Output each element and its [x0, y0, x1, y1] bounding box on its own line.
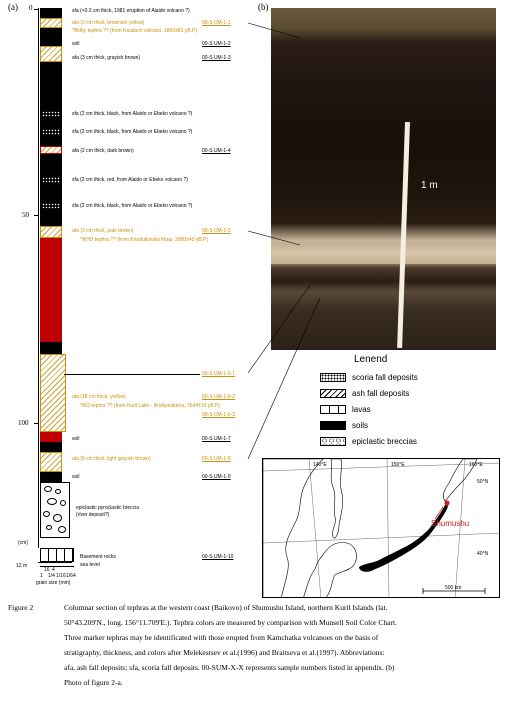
layer-label: Basement rocks	[80, 554, 116, 560]
layer-label: afa (3 cm thick, grayish brown)	[72, 55, 141, 61]
column-segment	[40, 176, 62, 184]
layer-label: (river deposit?)	[76, 512, 110, 518]
grain-tick: 1/4	[48, 573, 55, 579]
layer-label: soil	[72, 41, 80, 47]
legend-item: scoria fall deposits	[352, 373, 418, 382]
legend-item: ash fall deposits	[352, 389, 410, 398]
legend-swatch-soils	[320, 421, 346, 430]
column-segment	[40, 146, 62, 154]
grain-size-label: grain size (mm)	[36, 580, 71, 586]
caption-line: Columnar section of tephras at the western coast (Baikovo) of Shumushu Island, northern Kuril Islands (lat.	[64, 603, 388, 612]
column-segment	[40, 342, 62, 354]
panel-label-a: (a)	[8, 2, 18, 12]
legend-item: soils	[352, 421, 369, 430]
caption-line: stratigraphy, thickness, and colors after Melekestsev et al.(1996) and Braitseva et al.(1997). Abbreviations:	[64, 648, 385, 657]
column-segment	[40, 548, 74, 562]
legend-swatch-breccias	[320, 437, 346, 446]
layer-label: sfa (2 cm thick, red, from Alaido or Ebeko volcano ?)	[72, 177, 188, 183]
column-segment	[40, 238, 62, 342]
grain-tick: 1/16	[56, 573, 66, 579]
depth-tick-50: 50	[22, 211, 29, 219]
column-segment	[40, 210, 62, 226]
sample-number: 00-S UM-1-7	[202, 436, 231, 442]
column-segment	[40, 118, 62, 128]
sample-number: 00-S UM-1-4	[202, 148, 231, 154]
column-segment	[40, 18, 62, 28]
grain-tick: 1	[40, 573, 43, 579]
sample-number: 00-S UM-1-2	[202, 41, 231, 47]
section-photo	[271, 8, 496, 350]
legend-item: epiclastic breccias	[352, 437, 417, 446]
sample-number: 00-S UM-1-6-3	[202, 412, 236, 418]
layer-label: sfa (2 cm thick, black, from Alaido or Ebeko volcano ?)	[72, 111, 193, 117]
panel-label-b: (b)	[258, 2, 269, 12]
layer-label: sea level	[80, 562, 100, 568]
layer-label: afa (18 cm thick, yellow)	[72, 394, 126, 400]
map-graphic	[263, 459, 500, 598]
column-segment	[40, 432, 62, 442]
layer-label: epiclastic pyroclastic breccia	[76, 505, 140, 511]
depth-unit: (cm)	[18, 540, 28, 546]
caption-line: 50°43.209'N., long. 156°11.709'E.). Tephra colors are measured by comparison with Munsell Soil Color Chart.	[64, 618, 397, 627]
layer-label: soil	[72, 474, 80, 480]
site-marker	[444, 500, 449, 505]
column-segment	[40, 226, 62, 238]
caption-line: Photo of figure 2-a.	[64, 678, 123, 687]
grain-tick: 1/64	[66, 573, 76, 579]
column-segment	[40, 154, 62, 176]
column-segment	[40, 128, 62, 136]
caption-line: Three marker tephras may be identificated with those erupted from Kamchatka volcanoes on the basis of	[64, 633, 379, 642]
layer-label: afa (2 cm thick, brownish yellow)	[72, 20, 145, 26]
legend-title: Lenend	[354, 354, 388, 365]
layer-label: afa (2 cm thick, dark brown)	[72, 148, 134, 154]
column-segment	[40, 482, 70, 538]
column-segment	[40, 110, 62, 118]
column-segment	[40, 8, 62, 18]
layer-label: soil	[72, 436, 80, 442]
map-scale-label: 500 km	[445, 585, 462, 591]
map-lon-label: 160°E	[469, 462, 483, 468]
map-lon-label: 150°E	[391, 462, 405, 468]
column-segment	[40, 28, 62, 46]
map-lat-label: 50°N	[477, 479, 489, 485]
caption-line: afa, ash fall deposits; sfa, scoria fall deposits. 00-SUM-X-X represents sample numbers listed in appendix. (b)	[64, 663, 395, 672]
layer-label: ?KHD tephra ?? (from Khodutkinskii Maar, 2800±40 yB.P)	[80, 237, 209, 243]
column-segment	[40, 136, 62, 146]
layer-label: sfa (<0.2 cm thick, 1981 eruption of Alaido volcano ?)	[72, 8, 190, 14]
depth-axis	[38, 8, 39, 548]
sample-number: 00-S UM-1-1	[202, 20, 231, 26]
column-segment	[40, 472, 62, 482]
column-segment	[40, 46, 62, 62]
column-segment	[40, 452, 62, 472]
depth-tick-100: 100	[18, 419, 29, 427]
depth-bottom: 12 m	[16, 563, 28, 569]
sample-number: 00-S UM-1-9	[202, 474, 231, 480]
sample-number: 00-S UM-1-10	[202, 554, 234, 560]
column-segment	[40, 442, 62, 452]
layer-label: sfa (2 cm thick, black, from Alaido or Ebeko volcano ?)	[72, 203, 193, 209]
map-place-label: Shumushu	[431, 519, 470, 528]
scale-label: 1 m	[421, 180, 438, 191]
caption-label: Figure 2	[8, 603, 34, 612]
sample-number: 00-S UM-1-8	[202, 456, 231, 462]
map-lon-label: 140°E	[313, 462, 327, 468]
sample-number: 00-S UM-1-6-1	[202, 371, 236, 377]
legend-swatch-lavas	[320, 405, 346, 414]
sample-number: 00-S UM-1-3	[202, 55, 231, 61]
column-segment	[40, 202, 62, 210]
layer-label: ?KO tephra ?? (from Kuril Lake - Ilinskyealdera, 7644±19 yB.P)	[80, 403, 221, 409]
column-segment	[40, 184, 62, 202]
grain-tick: 4	[52, 567, 55, 573]
sample-number: 00-S UM-1-5	[202, 228, 231, 234]
depth-tick-0: 0	[29, 4, 33, 12]
column-segment	[40, 62, 62, 110]
legend-swatch-scoria	[320, 373, 346, 382]
legend-swatch-ash	[320, 389, 346, 398]
layer-label: afa (3 cm thick, pale brown)	[72, 228, 134, 234]
layer-label: sfa (2 cm thick, black, from Alaido or Ebeko volcano ?)	[72, 129, 193, 135]
sample-number: 00-S UM-1-6-2	[202, 394, 236, 400]
column-segment	[40, 354, 66, 432]
location-map	[262, 458, 500, 598]
layer-label: afa (5 cm thick, light grayish brown)	[72, 456, 151, 462]
legend-item: lavas	[352, 405, 371, 414]
map-lat-label: 40°N	[477, 551, 489, 557]
layer-label: ?Bdhy tephra ?? (from Ksudach volcano, 1800±81 yB.P)	[72, 28, 198, 34]
grain-tick: 16	[44, 567, 50, 573]
